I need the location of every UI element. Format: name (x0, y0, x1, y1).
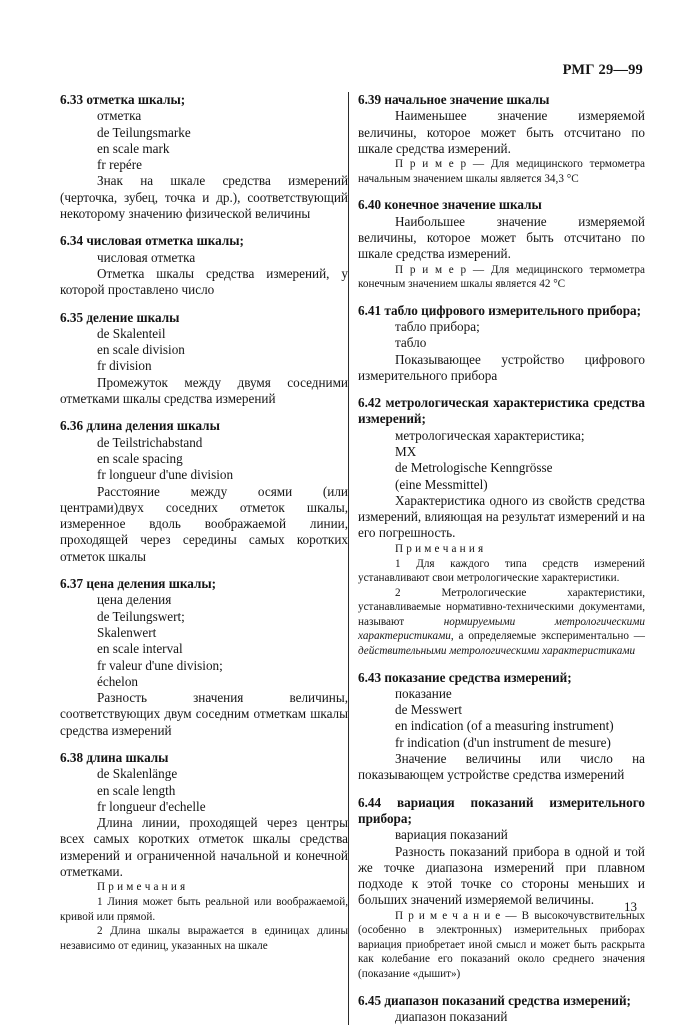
synonym-line: fr longueur d'echelle (97, 798, 206, 814)
note-text: 1 Для каждого типа средств измерений устанавливают свои метрологические характеристики. (358, 557, 645, 585)
synonym-line: de Skalenlänge (97, 766, 178, 782)
term-entry-6.42 (358, 395, 645, 658)
term-entry-6.38 (60, 750, 348, 953)
synonym-line: en scale mark (97, 140, 170, 156)
term-heading: 6.34 числовая отметка шкалы; (60, 233, 244, 249)
example-text: П р и м е р — Для медицинского термометра начальным значением шкалы является 34,3 °С (358, 158, 645, 185)
synonym-line: fr indication (d'un instrument de mesure) (395, 734, 611, 750)
term-heading: 6.37 цена деления шкалы; (60, 576, 217, 592)
synonym-line: de Messwert (395, 702, 463, 718)
definition-text: Характеристика одного из свойств средства измерений, влияющая на результат измерений и на его погрешность. (358, 492, 645, 541)
definition-text: Разность значения величины, соответствующих двум соседним отметкам шкалы средства измерений (60, 690, 348, 738)
synonym-line: échelon (97, 673, 139, 689)
synonym-line: метрологическая характеристика; (395, 427, 585, 443)
synonym-line: de Teilstrichabstand (97, 434, 203, 450)
synonym-line: табло (395, 335, 427, 351)
synonym-line: отметка (97, 108, 142, 124)
term-entry-6.37 (60, 576, 348, 739)
synonym-line: числовая отметка (97, 249, 196, 265)
definition-text: Знак на шкале средства измерений (черточка, зубец, точка и др.), соответствующий некоторому значению физической величины (60, 173, 348, 222)
text-segment: , а определяемые экспериментально — (450, 630, 645, 643)
term-heading: 6.36 длина деления шкалы (60, 418, 220, 434)
term-entry-6.34 (60, 233, 348, 298)
note-heading: П р и м е ч а н и я (97, 881, 186, 894)
synonym-line: МХ (395, 444, 417, 459)
term-heading: 6.42 метрологическая характеристика средства измерений; (358, 395, 645, 427)
term-heading: 6.45 диапазон показаний средства измерений; (358, 992, 631, 1008)
note-text (358, 586, 645, 659)
synonym-line: fr longueur d'une division (97, 467, 234, 483)
definition-text: Наименьшее значение измеряемой величины, которое может быть отсчитано по шкале средства измерений. (358, 108, 645, 156)
synonym-line: табло прибора; (395, 318, 480, 334)
synonym-line: fr division (97, 358, 152, 374)
definition-text: Длина линии, проходящей через центры всех самых коротких отметок шкалы средства измерений и ограниченной начальной и конечной отметками. (60, 815, 348, 880)
synonym-line: fr valeur d'une division; (97, 657, 223, 673)
note-heading: П р и м е ч а н и я (395, 542, 484, 555)
term-heading: 6.44 вариация показаний измерительного прибора; (358, 794, 645, 826)
synonym-line: en scale length (97, 782, 176, 798)
example-text: П р и м е р — Для медицинского термометра конечным значением шкалы является 42 °С (358, 263, 645, 291)
italic-text-segment: действительными метрологическими характеристиками (358, 644, 636, 657)
term-entry-6.33 (60, 92, 348, 222)
term-entry-6.40 (358, 197, 645, 291)
term-heading: 6.43 показание средства измерений; (358, 669, 572, 685)
synonym-line: Skalenwert (97, 624, 157, 640)
synonym-line: de Teilungsmarke (97, 124, 191, 140)
definition-text: Разность показаний прибора в одной и той же точке диапазона измерений при плавном подходе к этой точке со стороны меньших и больших значений измеряемой величины. (358, 843, 645, 908)
two-column-body (60, 92, 645, 1025)
definition-text: Показывающее устройство цифрового измерительного прибора (358, 351, 645, 383)
term-entry-6.44 (358, 795, 645, 982)
synonym-line: цена деления (97, 592, 172, 608)
synonym-line: диапазон показаний (395, 1008, 508, 1024)
definition-text: Промежуток между двумя соседними отметками шкалы средства измерений (60, 374, 348, 407)
term-entry-6.35 (60, 310, 348, 408)
synonym-line: de Skalenteil (97, 325, 166, 341)
term-entry-6.41 (358, 303, 645, 384)
synonym-line: de Metrologische Kenngrösse (395, 460, 553, 476)
term-entry-6.36 (60, 418, 348, 565)
text-segment: 2 Метрологические характеристики, устанавливаемые нормативно-техническими документами, называют (358, 586, 645, 628)
running-header: РМГ 29—99 (562, 62, 643, 78)
synonym-line: de Teilungswert; (97, 608, 185, 624)
synonym-line: fr repére (97, 157, 143, 173)
synonym-line: en scale spacing (97, 450, 183, 466)
note-text: 2 Длина шкалы выражается в единицах длины независимо от единиц, указанных на шкале (60, 925, 348, 952)
term-heading: 6.33 отметка шкалы; (60, 92, 186, 107)
term-entry-6.39 (358, 92, 645, 186)
synonym-line: (eine Messmittel) (395, 476, 488, 492)
synonym-line: en scale division (97, 342, 185, 358)
synonym-line: вариация показаний (395, 827, 508, 843)
note-text: П р и м е ч а н и е — В высокочувствительных (особенно в электронных) измерительных приборах вариация приобретает иной смысл и может быть раскрыта как колебание его показаний около среднего значения (показание «дышит») (358, 909, 645, 980)
synonym-line: показание (395, 685, 452, 701)
term-heading: 6.40 конечное значение шкалы (358, 197, 542, 213)
term-entry-6.45 (358, 993, 645, 1025)
page-number: 13 (624, 899, 637, 914)
synonym-line: en scale interval (97, 641, 183, 657)
term-heading: 6.39 начальное значение шкалы (358, 92, 550, 107)
term-heading: 6.41 табло цифрового измерительного прибора; (358, 302, 642, 318)
synonym-line: en indication (of a measuring instrument) (395, 718, 614, 734)
term-heading: 6.38 длина шкалы (60, 749, 169, 765)
left-column (60, 92, 348, 1025)
note-text: 1 Линия может быть реальной или воображаемой, кривой или прямой. (60, 896, 348, 923)
definition-text: Наибольшее значение измеряемой величины, которое может быть отсчитано по шкале средства измерений. (358, 213, 645, 262)
definition-text: Отметка шкалы средства измерений, у которой проставлено число (60, 265, 348, 298)
definition-text: Расстояние между осями (или центрами)двух соседних отметок шкалы, измеренное вдоль воображаемой линии, проходящей через середины самых коротких отметок шкалы (60, 483, 348, 564)
right-column-with-change-bar (348, 92, 645, 1025)
definition-text: Значение величины или число на показывающем устройстве средства измерений (358, 751, 645, 783)
term-heading: 6.35 деление шкалы (60, 309, 180, 325)
italic-text-segment: нормируемыми метрологическими характеристиками (358, 615, 645, 643)
term-entry-6.43 (358, 670, 645, 784)
